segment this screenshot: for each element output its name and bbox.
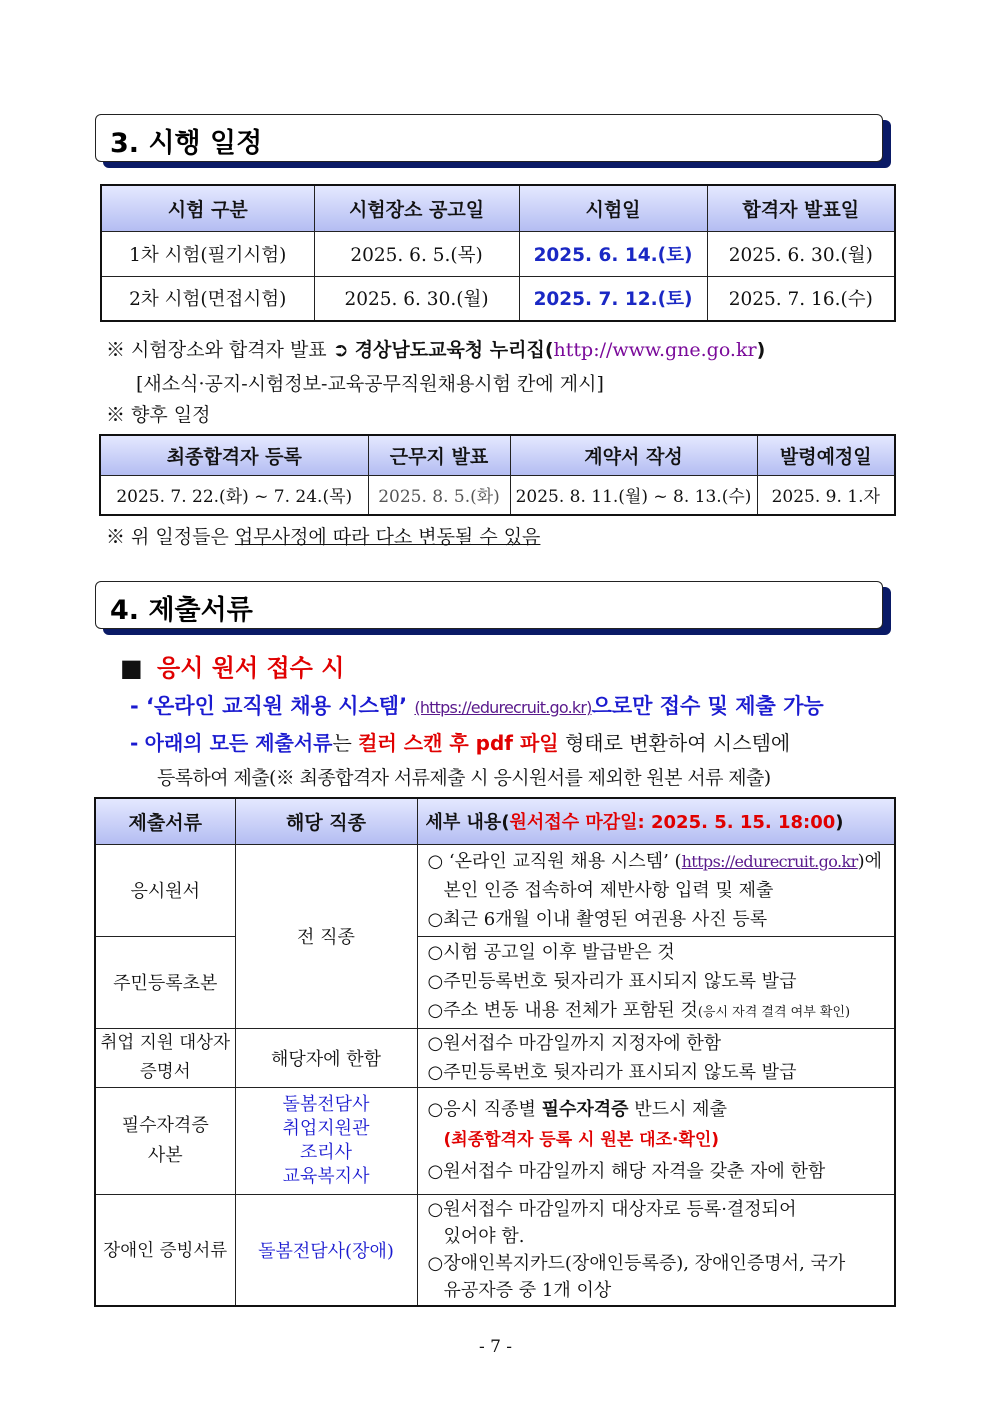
pdf-instruction-line: - 아래의 모든 제출서류는 컬러 스캔 후 pdf 파일 형태로 변환하여 시스템에 [130, 731, 791, 755]
online-system-line: - ‘온라인 교직원 채용 시스템’ (https://edurecruit.go.kr)으로만 접수 및 제출 가능 [130, 694, 824, 718]
section-4-title: 4. 제출서류 [110, 595, 253, 626]
subsection-heading: ■ 응시 원서 접수 시 [120, 654, 345, 682]
exam-date-cell: 2025. 6. 14.(토) [519, 231, 707, 276]
job-license-list [235, 1087, 417, 1194]
notice-announcement: ※ 시험장소와 합격자 발표 ➲ 경상남도교육청 누리집(http://www.gne.go.kr) [106, 339, 766, 361]
doc-name-employment: 취업 지원 대상자 증명서 [95, 1028, 235, 1087]
schedule-header: 합격자 발표일 [707, 185, 895, 231]
doc-details-license: ○응시 직종별 필수자격증 반드시 제출 (최종합격자 등록 시 원본 대조·확인) ○원서접수 마감일까지 해당 자격을 갖춘 자에 한함 [417, 1087, 895, 1194]
schedule-change-notice: ※ 위 일정들은 업무사정에 따라 다소 변동될 수 있음 [106, 526, 541, 548]
exam-date-cell: 2025. 7. 12.(토) [519, 276, 707, 321]
gne-homepage-link[interactable]: http://www.gne.go.kr [553, 339, 757, 361]
documents-table [94, 797, 896, 1307]
doc-name-disability: 장애인 증빙서류 [95, 1194, 235, 1306]
edurecruit-link[interactable]: https://edurecruit.go.kr [681, 851, 858, 871]
arrow-icon: ➲ [332, 339, 349, 361]
doc-details-application: ○ ‘온라인 교직원 채용 시스템’ (https://edurecruit.go.kr)에 본인 인증 접속하여 제반사항 입력 및 제출 ○최근 6개월 이내 촬영된 여권용 사진 등록 [417, 844, 895, 936]
job-item: 조리사 [299, 1141, 353, 1163]
job-item: 교육복지사 [282, 1165, 370, 1187]
doc-name-resident: 주민등록초본 [95, 936, 235, 1028]
square-bullet-icon: ■ [120, 654, 143, 682]
doc-header-details: 세부 내용(원서접수 마감일: 2025. 5. 15. 18:00) [417, 798, 895, 844]
doc-details-employment: ○원서접수 마감일까지 지정자에 한함 ○주민등록번호 뒷자리가 표시되지 않도록 발급 [417, 1028, 895, 1087]
doc-details-resident: ○시험 공고일 이후 발급받은 것 ○주민등록번호 뒷자리가 표시되지 않도록 발급 ○주소 변동 내용 전체가 포함된 것(응시 자격 결격 여부 확인) [417, 936, 895, 1028]
future-schedule-label: ※ 향후 일정 [106, 404, 211, 426]
doc-header: 해당 직종 [235, 798, 417, 844]
future-cell: 2025. 8. 5.(화) [368, 475, 510, 515]
schedule-cell: 2025. 6. 30.(월) [314, 276, 519, 321]
page-number: - 7 - [478, 1337, 513, 1357]
schedule-cell: 2차 시험(면접시험) [101, 276, 314, 321]
job-item: 돌봄전담사 [282, 1093, 370, 1115]
edurecruit-link[interactable]: (https://edurecruit.go.kr) [414, 698, 592, 717]
future-header: 발령예정일 [757, 435, 895, 475]
schedule-cell: 2025. 6. 5.(목) [314, 231, 519, 276]
schedule-header: 시험장소 공고일 [314, 185, 519, 231]
job-all: 전 직종 [235, 844, 417, 1028]
job-disability: 돌봄전담사(장애) [235, 1194, 417, 1306]
future-schedule-table [99, 434, 896, 516]
original-docs-note: 등록하여 제출(※ 최종합격자 서류제출 시 응시원서를 제외한 원본 서류 제출) [157, 767, 771, 789]
schedule-cell: 2025. 7. 16.(수) [707, 276, 895, 321]
section-3-title: 3. 시행 일정 [110, 128, 263, 159]
job-applicable: 해당자에 한함 [235, 1028, 417, 1087]
future-cell: 2025. 9. 1.자 [757, 475, 895, 515]
future-header: 근무지 발표 [368, 435, 510, 475]
schedule-cell: 2025. 6. 30.(월) [707, 231, 895, 276]
section-4-heading [95, 581, 883, 629]
doc-name-license: 필수자격증 사본 [95, 1087, 235, 1194]
doc-name-application: 응시원서 [95, 844, 235, 936]
doc-details-disability: ○원서접수 마감일까지 대상자로 등록·결정되어 있어야 함. ○장애인복지카드(장애인등록증), 장애인증명서, 국가 유공자증 중 1개 이상 [417, 1194, 895, 1306]
schedule-header: 시험일 [519, 185, 707, 231]
doc-header: 제출서류 [95, 798, 235, 844]
job-item: 취업지원관 [282, 1117, 370, 1139]
section-3-heading [95, 114, 883, 162]
notice-board-path: [새소식·공지-시험정보-교육공무직원채용시험 칸에 게시] [136, 373, 604, 395]
future-cell: 2025. 8. 11.(월) ~ 8. 13.(수) [510, 475, 757, 515]
future-header: 최종합격자 등록 [100, 435, 368, 475]
future-cell: 2025. 7. 22.(화) ~ 7. 24.(목) [100, 475, 368, 515]
schedule-table [100, 184, 896, 322]
schedule-cell: 1차 시험(필기시험) [101, 231, 314, 276]
future-header: 계약서 작성 [510, 435, 757, 475]
schedule-header: 시험 구분 [101, 185, 314, 231]
